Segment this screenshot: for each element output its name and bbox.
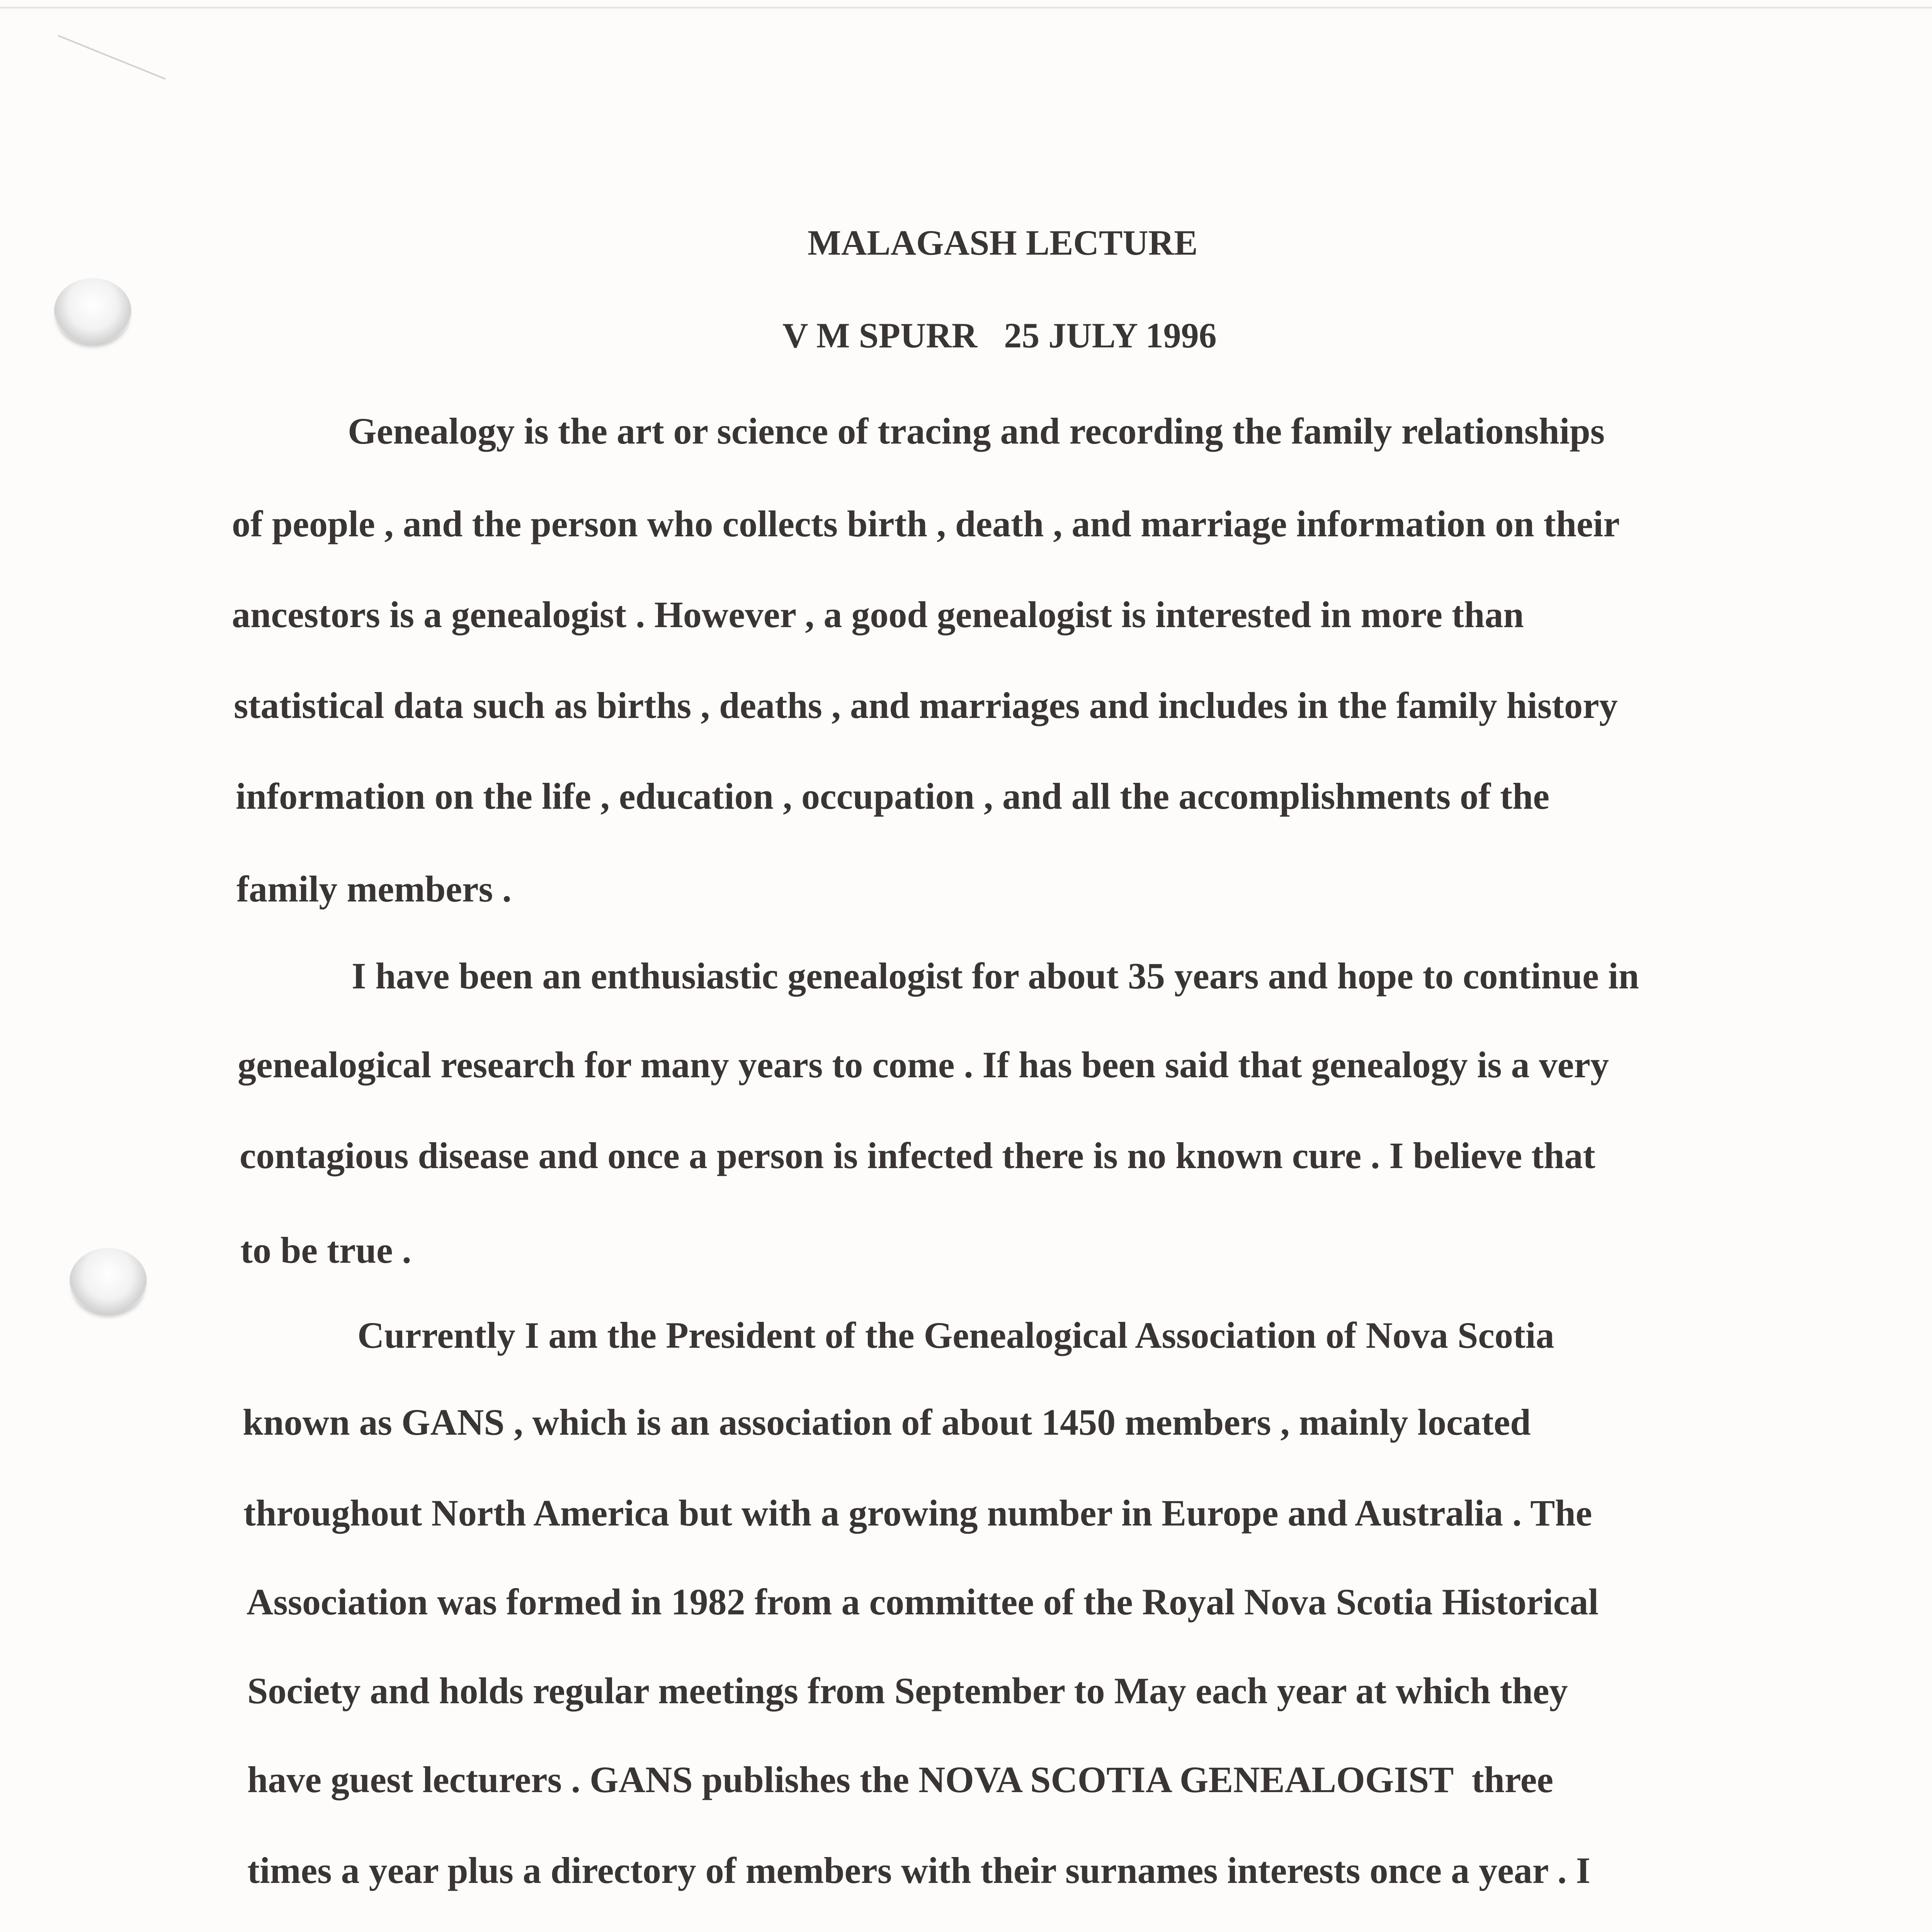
corner-mark — [58, 35, 166, 80]
paragraph-1-line-6: family members . — [236, 868, 512, 910]
binder-hole-middle — [70, 1248, 147, 1314]
paragraph-3-line-6: have guest lecturers . GANS publishes the NOVA SCOTIA GENEALOGIST three — [247, 1759, 1554, 1800]
document-byline: V M SPURR 25 JULY 1996 — [782, 316, 1217, 355]
paragraph-2-line-4: to be true . — [240, 1230, 412, 1271]
paragraph-3-line-5: Society and holds regular meetings from September to May each year at which they — [247, 1670, 1568, 1711]
paragraph-1-line-1: Genealogy is the art or science of tracing and recording the family relationships — [348, 410, 1605, 452]
paragraph-3-line-3: throughout North America but with a growing number in Europe and Australia . The — [243, 1492, 1592, 1534]
binder-hole-top — [54, 278, 131, 344]
paragraph-2-line-2: genealogical research for many years to come . If has been said that genealogy is a very — [238, 1044, 1609, 1085]
paragraph-3-line-1: Currently I am the President of the Genealogical Association of Nova Scotia — [357, 1315, 1554, 1356]
paragraph-1-line-4: statistical data such as births , deaths , and marriages and includes in the family history — [234, 685, 1618, 726]
paragraph-1-line-5: information on the life , education , occupation , and all the accomplishments of the — [236, 776, 1549, 817]
paragraph-1-line-2: of people , and the person who collects birth , death , and marriage information on their — [232, 503, 1620, 544]
scan-top-edge — [0, 7, 1932, 9]
paragraph-2-line-3: contagious disease and once a person is infected there is no known cure . I believe that — [240, 1135, 1595, 1176]
paragraph-3-line-2: known as GANS , which is an association of about 1450 members , mainly located — [243, 1401, 1531, 1443]
paragraph-3-line-4: Association was formed in 1982 from a committee of the Royal Nova Scotia Historical — [247, 1581, 1599, 1622]
paragraph-3-line-7: times a year plus a directory of members with their surnames interests once a year . I — [247, 1850, 1590, 1891]
paragraph-1-line-3: ancestors is a genealogist . However , a good genealogist is interested in more than — [232, 594, 1524, 635]
paragraph-2-line-1: I have been an enthusiastic genealogist for about 35 years and hope to continue in — [352, 955, 1639, 997]
document-title: MALAGASH LECTURE — [808, 223, 1198, 262]
